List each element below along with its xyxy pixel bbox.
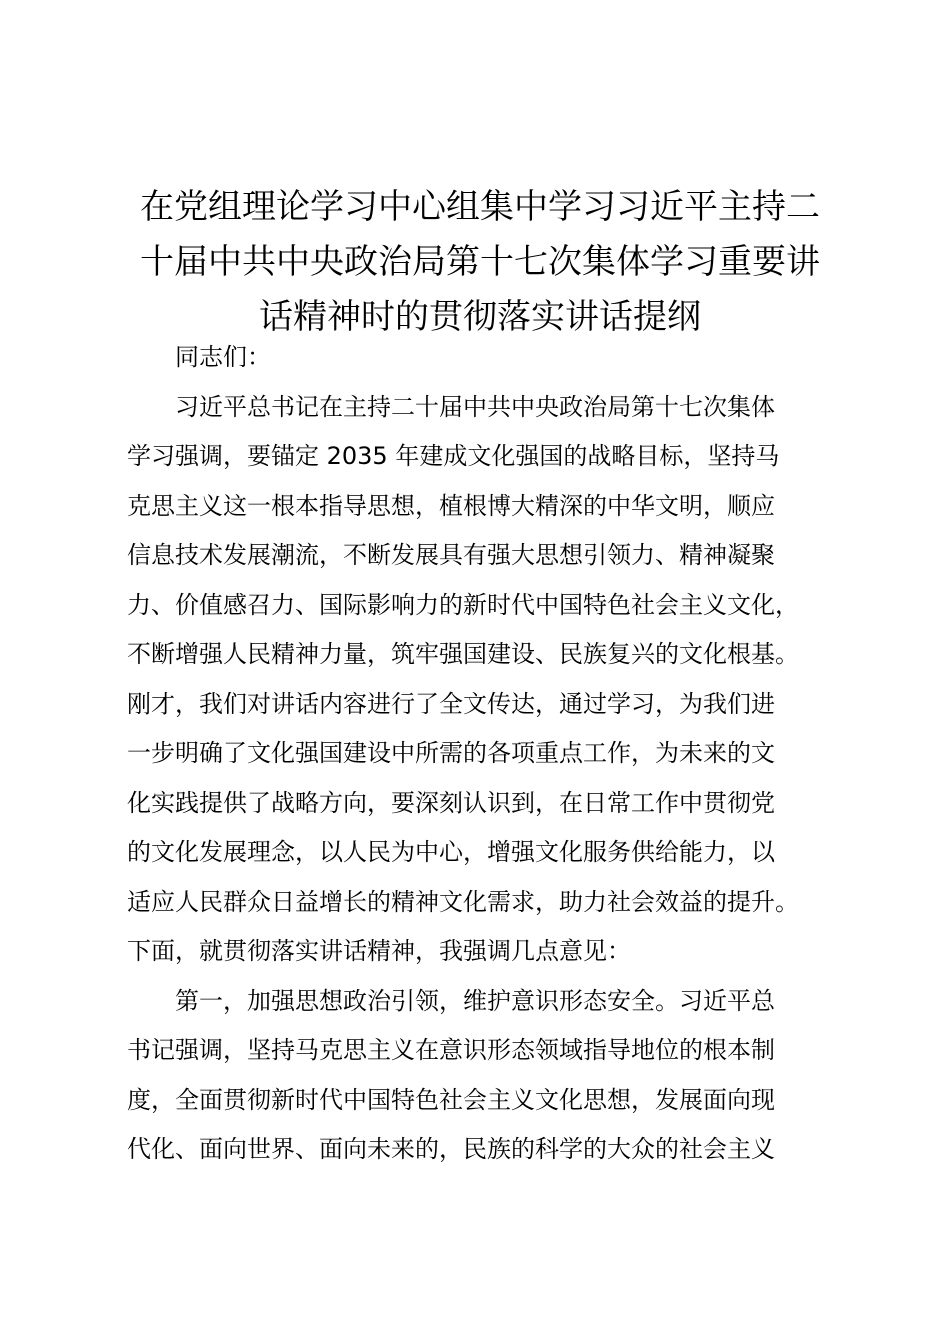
title-line: 在党组理论学习中心组集中学习习近平主持二 <box>140 187 820 227</box>
body-line: 力、价值感召力、国际影响力的新时代中国特色社会主义文化， <box>127 590 799 619</box>
document-title <box>120 180 840 345</box>
body-line: 适应人民群众日益增长的精神文化需求，助力社会效益的提升。 <box>127 887 799 916</box>
body-line: 克思主义这一根本指导思想，植根博大精深的中华文明，顺应 <box>127 491 775 520</box>
body-line: 代化、面向世界、面向未来的，民族的科学的大众的社会主义 <box>127 1135 775 1163</box>
body-line: 一步明确了文化强国建设中所需的各项重点工作，为未来的文 <box>127 739 775 767</box>
body-line: 刚才，我们对讲话内容进行了全文传达，通过学习，为我们进 <box>127 689 775 718</box>
body-line: 下面，就贯彻落实讲话精神，我强调几点意见： <box>127 937 631 965</box>
title-line: 十届中共中央政治局第十七次集体学习重要讲 <box>140 242 820 282</box>
salutation: 同志们： <box>127 343 271 371</box>
title-line: 话精神时的贯彻落实讲话提纲 <box>259 297 701 337</box>
body-line: 化实践提供了战略方向，要深刻认识到，在日常工作中贯彻党 <box>127 788 775 817</box>
body-line: 第一，加强思想政治引领，维护意识形态安全。习近平总 <box>127 986 775 1015</box>
body-line: 书记强调，坚持马克思主义在意识形态领域指导地位的根本制 <box>127 1036 775 1064</box>
body-line: 不断增强人民精神力量，筑牢强国建设、民族复兴的文化根基。 <box>127 640 799 668</box>
document-body <box>127 333 867 1175</box>
body-line: 习近平总书记在主持二十届中共中央政治局第十七次集体 <box>127 392 775 421</box>
body-line: 信息技术发展潮流，不断发展具有强大思想引领力、精神凝聚 <box>127 541 775 569</box>
body-line: 学习强调，要锚定 2035 年建成文化强国的战略目标，坚持马 <box>127 442 780 470</box>
body-line: 度，全面贯彻新时代中国特色社会主义文化思想，发展面向现 <box>127 1085 775 1114</box>
body-line: 的文化发展理念，以人民为中心，增强文化服务供给能力，以 <box>127 838 775 866</box>
